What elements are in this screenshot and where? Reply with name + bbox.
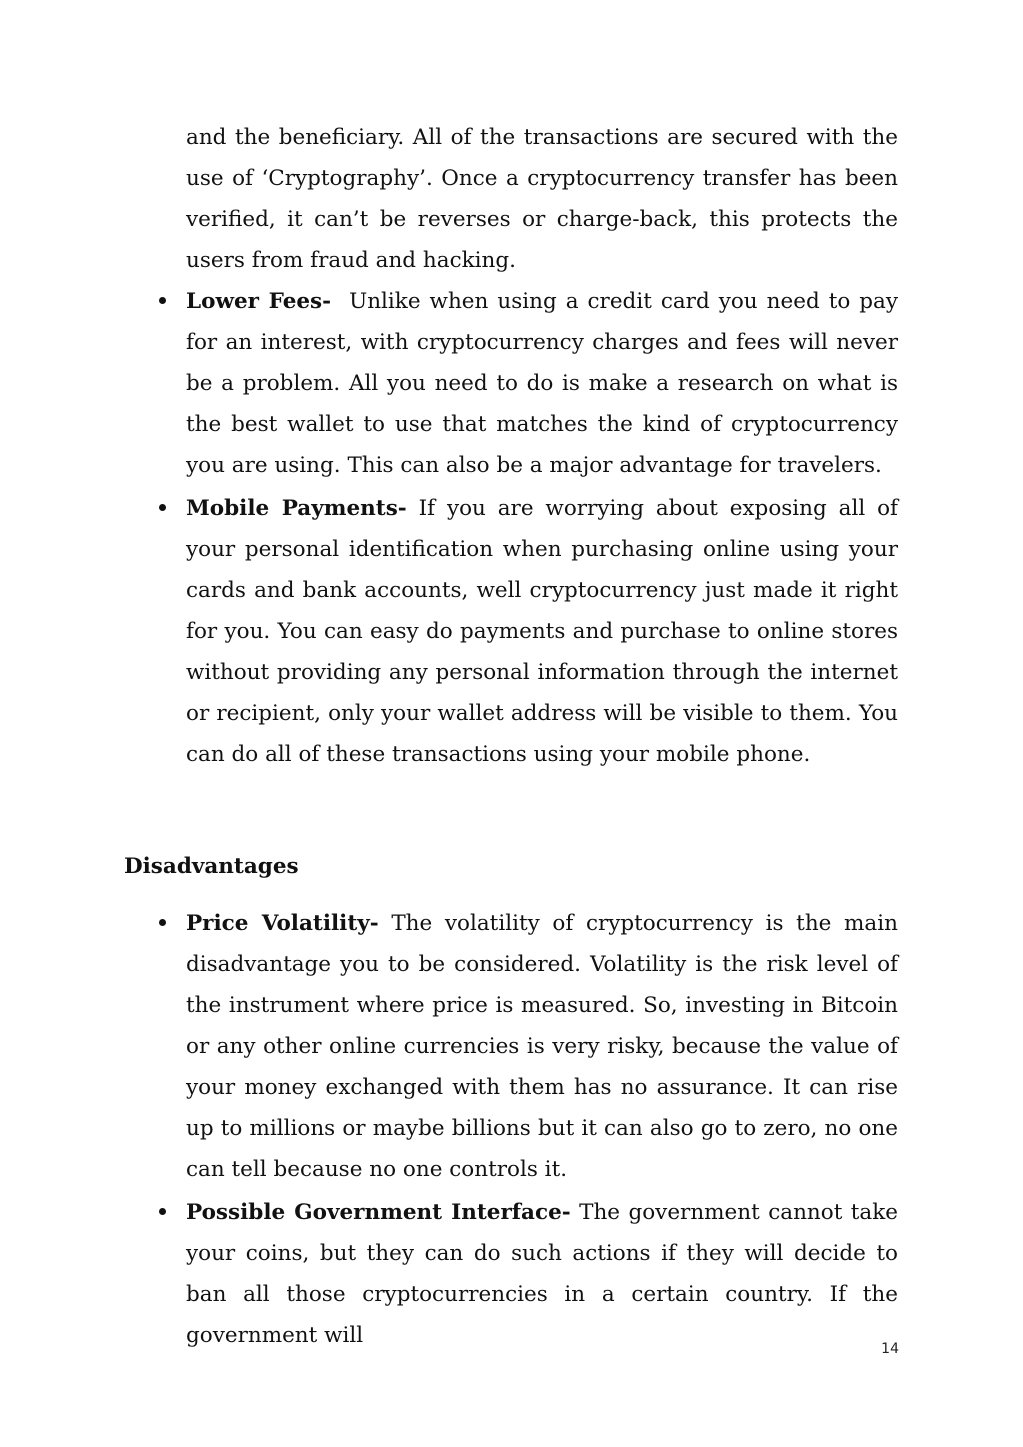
- bullet-icon: [159, 1208, 166, 1215]
- item-text: Unlike when using a credit card you need to pay for an interest, with cryptocurrency charges and fees will never be a problem. All you need to do is make a research on what is the best wallet to use that matches the kind of cryptocurrency you are using. This can also be a major advantage for travelers.: [186, 289, 898, 478]
- advantages-section: [186, 117, 898, 777]
- item-text: If you are worrying about exposing all of your personal identification when purchasing online using your cards and bank accounts, well cryptocurrency just made it right for you. You can easy do payments and purchase to online stores without providing any personal information through the internet or recipient, only your wallet address will be visible to them. You can do all of these transactions using your mobile phone.: [186, 496, 898, 767]
- bullet-icon: [159, 297, 166, 304]
- bullet-icon: [159, 919, 166, 926]
- list-item-mobile-payments: [186, 488, 898, 775]
- page-number: 14: [881, 1341, 899, 1357]
- list-item-lower-fees: [186, 281, 898, 486]
- advantages-list: [186, 281, 898, 775]
- bullet-icon: [159, 504, 166, 511]
- disadvantages-list: [186, 903, 898, 1356]
- item-term: Possible Government Interface-: [186, 1200, 571, 1225]
- list-item-price-volatility: [186, 903, 898, 1190]
- list-item-government-interface: [186, 1192, 898, 1356]
- item-term: Price Volatility-: [186, 911, 379, 936]
- item-term: Mobile Payments-: [186, 496, 407, 521]
- item-text: The volatility of cryptocurrency is the main disadvantage you to be considered. Volatility is the risk level of the instrument where price is measured. So, investing in Bitcoin or any other online currencies is very risky, because the value of your money exchanged with them has no assurance. It can rise up to millions or maybe billions but it can also go to zero, no one can tell because no one controls it.: [186, 911, 898, 1182]
- intro-continuation-paragraph: and the beneficiary. All of the transactions are secured with the use of ‘Cryptography’. Once a cryptocurrency transfer has been verified, it can’t be reverses or charge-back, this protects the users from fraud and hacking.: [186, 125, 898, 273]
- disadvantages-heading: Disadvantages: [124, 854, 299, 879]
- item-text: The government cannot take your coins, but they can do such actions if they will decide to ban all those cryptocurrencies in a certain country. If the government will: [186, 1200, 898, 1348]
- item-term: Lower Fees-: [186, 289, 332, 314]
- disadvantages-section: [186, 903, 898, 1358]
